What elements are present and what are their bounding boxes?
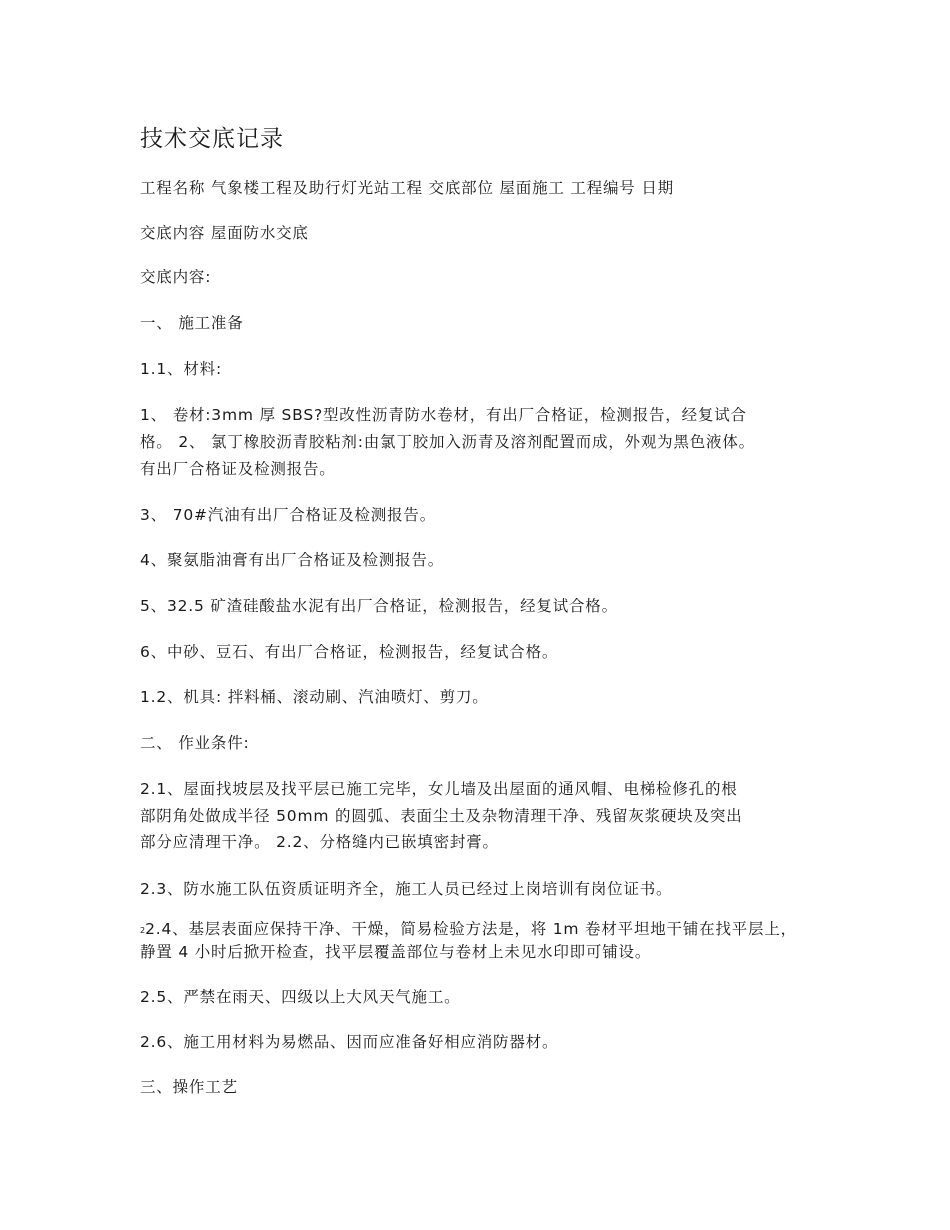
condition-2-3: 2.3、防水施工队伍资质证明齐全，施工人员已经过上岗培训有岗位证书。 (140, 880, 673, 898)
tools-line: 1.2、机具: 拌料桶、滚动刷、汽油喷灯、剪刀。 (140, 688, 489, 706)
material-item-1-line-2: 格。 2、 氯丁橡胶沥青胶粘剂:由氯丁胶加入沥青及溶剂配置而成，外观为黑色液体。 (140, 433, 755, 451)
disclosure-content-label: 交底内容: (140, 268, 212, 286)
material-item-3: 3、 70#汽油有出厂合格证及检测报告。 (140, 506, 436, 524)
condition-2-1-line-2: 部阴角处做成半径 50mm 的圆弧、表面尘土及杂物清理干净、残留灰浆硬块及突出 (140, 807, 743, 825)
material-item-5: 5、32.5 矿渣硅酸盐水泥有出厂合格证，检测报告，经复试合格。 (140, 597, 618, 615)
condition-2-4-text: 2.4、基层表面应保持干净、干燥，简易检验方法是，将 1m 卷材平坦地干铺在找平层上， (145, 920, 797, 938)
project-info-line: 工程名称 气象楼工程及助行灯光站工程 交底部位 屋面施工 工程编号 日期 (140, 179, 674, 197)
condition-2-4-line-1 (140, 917, 840, 939)
condition-2-1-line-1: 2.1、屋面找坡层及找平层已施工完毕，女儿墙及出屋面的通风帽、电梯检修孔的根 (140, 780, 738, 798)
condition-2-6: 2.6、施工用材料为易燃品、因而应准备好相应消防器材。 (140, 1033, 559, 1051)
condition-2-4-line-2: 静置 4 小时后掀开检查，找平层覆盖部位与卷材上未见水印即可铺设。 (140, 943, 652, 961)
condition-2-4-marker: 2 (140, 926, 146, 935)
document-title: 技术交底记录 (140, 126, 284, 152)
condition-2-5: 2.5、严禁在雨天、四级以上大风天气施工。 (140, 988, 461, 1006)
condition-2-1-line-3: 部分应清理干净。 2.2、分格缝内已嵌填密封膏。 (140, 833, 499, 851)
material-item-2-line-2: 有出厂合格证及检测报告。 (140, 460, 336, 478)
section-2-heading: 二、 作业条件: (140, 734, 250, 752)
section-3-heading: 三、操作工艺 (140, 1078, 238, 1096)
disclosure-subject-line: 交底内容 屋面防水交底 (140, 224, 309, 242)
material-item-6: 6、中砂、豆石、有出厂合格证，检测报告，经复试合格。 (140, 643, 559, 661)
material-item-1-line-1: 1、 卷材:3mm 厚 SBS?型改性沥青防水卷材，有出厂合格证，检测报告，经复试合 (140, 406, 747, 424)
section-1-heading: 一、 施工准备 (140, 314, 244, 332)
subsection-1-1-heading: 1.1、材料: (140, 360, 222, 378)
material-item-4: 4、聚氨脂油膏有出厂合格证及检测报告。 (140, 551, 445, 569)
